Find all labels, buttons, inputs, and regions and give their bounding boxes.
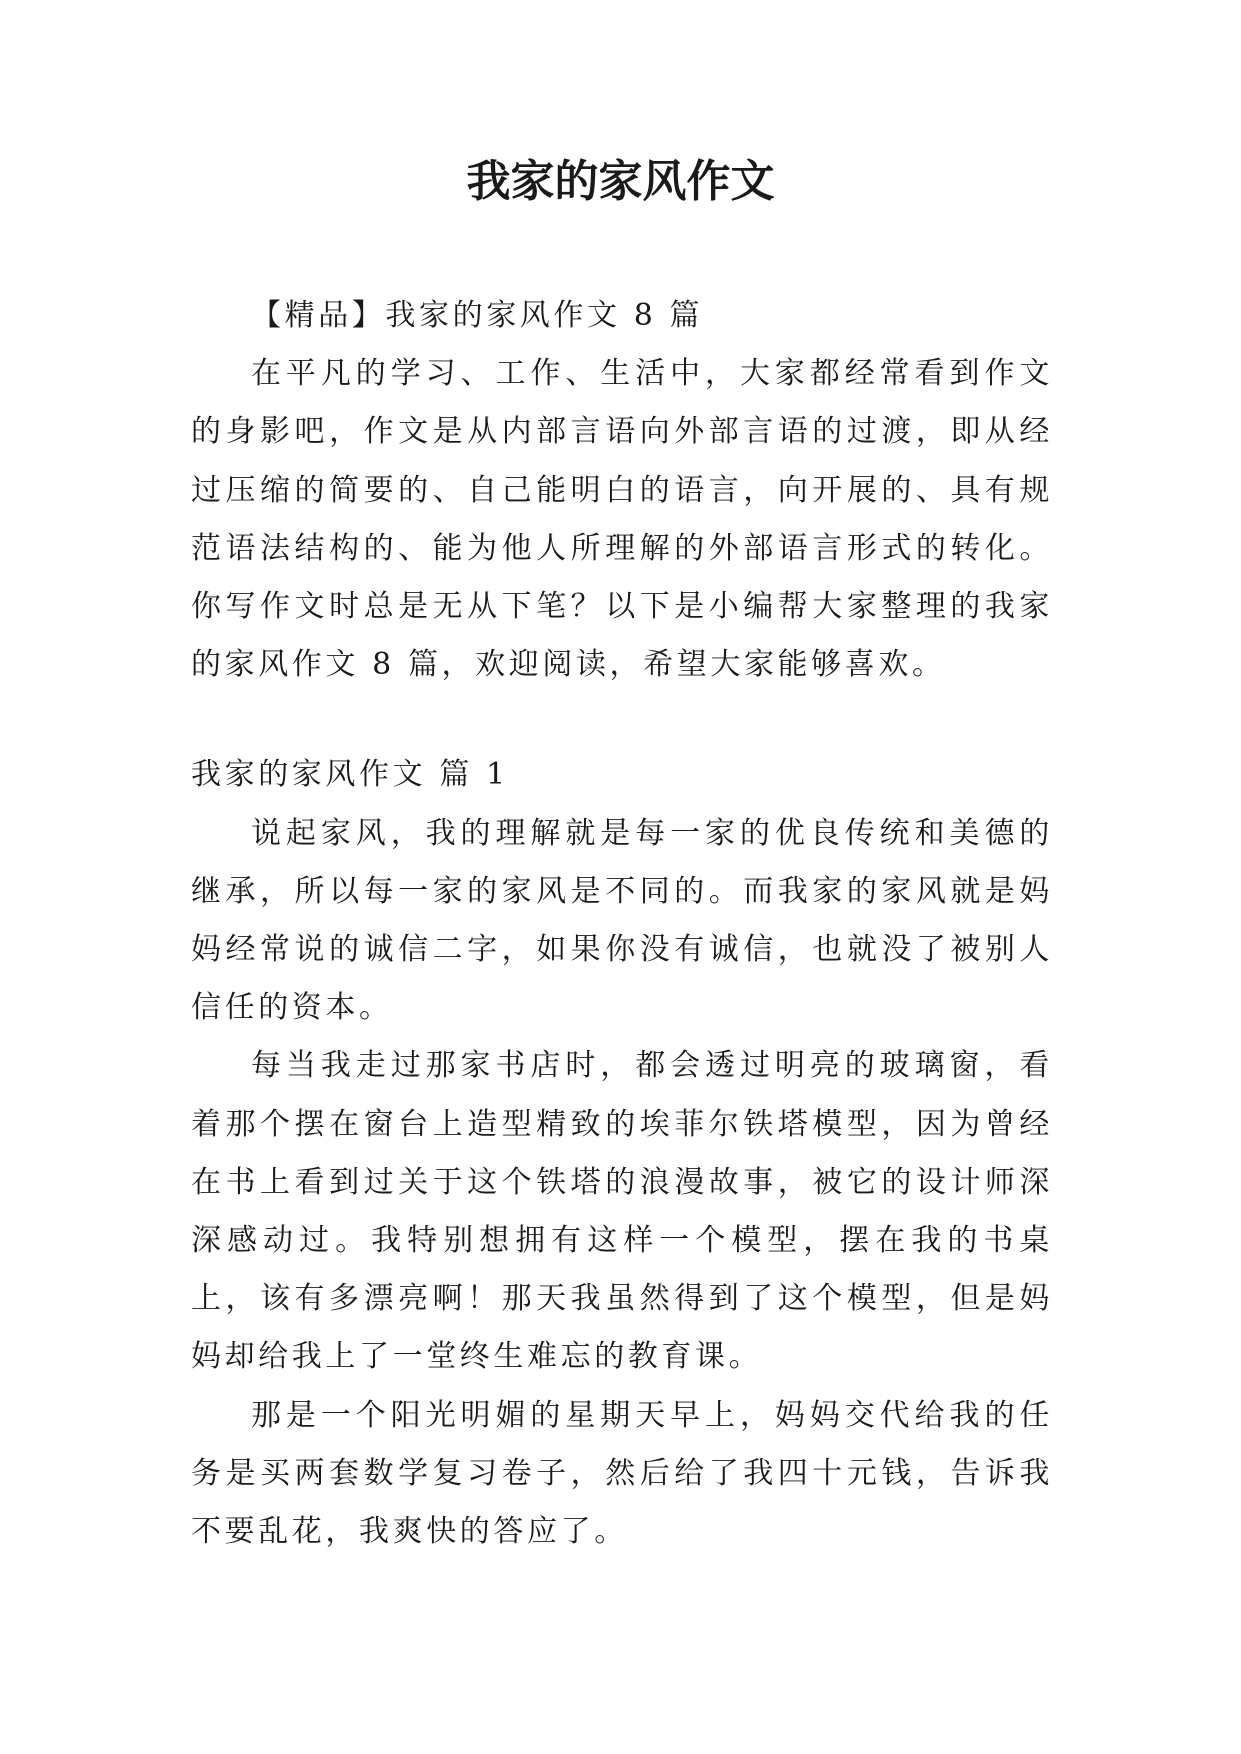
body-paragraph: 那是一个阳光明媚的星期天早上，妈妈交代给我的任务是买两套数学复习卷子，然后给了我四十元钱，告诉我不要乱花，我爽快的答应了。: [191, 1397, 1053, 1550]
body-paragraph: 说起家风，我的理解就是每一家的优良传统和美德的继承，所以每一家的家风是不同的。而我家的家风就是妈妈经常说的诚信二字，如果你没有诚信，也就没了被别人信任的资本。: [191, 815, 1053, 1026]
intro-paragraph: 在平凡的学习、工作、生活中，大家都经常看到作文的身影吧，作文是从内部言语向外部言语的过渡，即从经过压缩的简要的、自己能明白的语言，向开展的、具有规范语法结构的、能为他人所理解的外部语言形式的转化。你写作文时总是无从下笔？以下是小编帮大家整理的我家的家风作文 8 篇，欢迎阅读，希望大家能够喜欢。: [191, 356, 1053, 683]
section-heading: 我家的家风作文 篇 1: [191, 757, 509, 793]
intro-heading: 【精品】我家的家风作文 8 篇: [251, 298, 704, 333]
document-title: 我家的家风作文: [466, 156, 775, 207]
document-body: [191, 287, 1053, 1561]
body-paragraph: 每当我走过那家书店时，都会透过明亮的玻璃窗，看着那个摆在窗台上造型精致的埃菲尔铁塔模型，因为曾经在书上看到过关于这个铁塔的浪漫故事，被它的设计师深深感动过。我特别想拥有这样一个模型，摆在我的书桌上，该有多漂亮啊！那天我虽然得到了这个模型，但是妈妈却给我上了一堂终生难忘的教育课。: [191, 1048, 1053, 1375]
